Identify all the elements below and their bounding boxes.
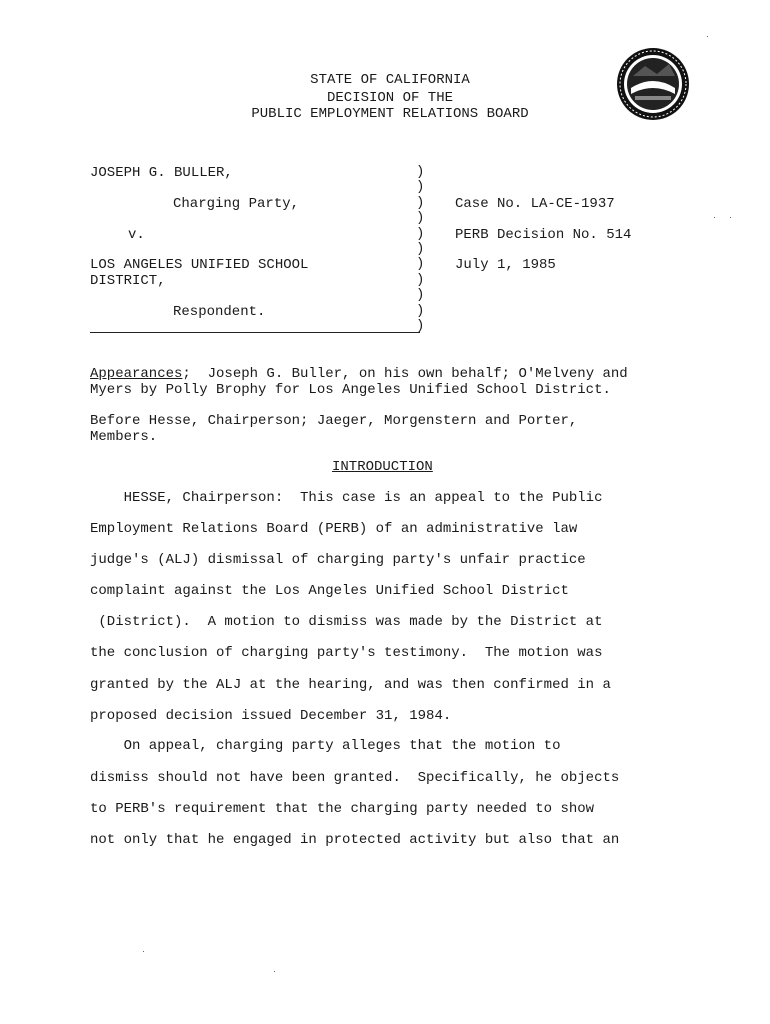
scan-speck (730, 217, 731, 218)
before-line2: Members. (90, 429, 158, 445)
appearances-line1 (90, 366, 628, 382)
body-line: complaint against the Los Angeles Unified School District (90, 583, 569, 599)
paren: ) (416, 287, 425, 303)
body-line: (District). A motion to dismiss was made by the District at (90, 614, 603, 630)
role-charging: Charging Party, (173, 196, 300, 212)
paren: ) (416, 318, 425, 334)
appearances-line2: Myers by Polly Brophy for Los Angeles Unified School District. (90, 382, 611, 398)
body-line: not only that he engaged in protected activity but also that an (90, 832, 620, 848)
header-board: PUBLIC EMPLOYMENT RELATIONS BOARD (251, 106, 529, 122)
case-number: Case No. LA-CE-1937 (455, 196, 615, 212)
body-line: Employment Relations Board (PERB) of an administrative law (90, 521, 578, 537)
paren: ) (416, 164, 425, 180)
appearances-text: ; Joseph G. Buller, on his own behalf; O'Melveny and (182, 366, 628, 382)
header-state: STATE OF CALIFORNIA (310, 72, 470, 88)
paren: ) (416, 241, 425, 257)
decision-number: PERB Decision No. 514 (455, 227, 632, 243)
state-seal (615, 46, 691, 122)
body-line: judge's (ALJ) dismissal of charging party's unfair practice (90, 552, 586, 568)
paren: ) (416, 256, 425, 272)
body-line: On appeal, charging party alleges that the motion to (90, 738, 561, 754)
paren: ) (416, 272, 425, 288)
appearances-label: Appearances (90, 366, 183, 382)
paren: ) (416, 303, 425, 319)
body-line: dismiss should not have been granted. Specifically, he objects (90, 770, 620, 786)
paren: ) (416, 210, 425, 226)
section-title: INTRODUCTION (332, 459, 433, 475)
scan-speck (714, 217, 715, 218)
scan-speck (274, 971, 275, 972)
party-respondent-line1: LOS ANGELES UNIFIED SCHOOL (90, 257, 309, 273)
decision-date: July 1, 1985 (455, 257, 556, 273)
body-line: proposed decision issued December 31, 1984. (90, 708, 452, 724)
header-decision: DECISION OF THE (326, 90, 454, 106)
caption-rule (90, 332, 420, 333)
paren: ) (416, 195, 425, 211)
body-line: to PERB's requirement that the charging party needed to show (90, 801, 595, 817)
paren: ) (416, 226, 425, 242)
party-respondent-line2: DISTRICT, (90, 273, 166, 289)
body-line: the conclusion of charging party's testimony. The motion was (90, 645, 603, 661)
paren: ) (416, 179, 425, 195)
body-line: granted by the ALJ at the hearing, and was then confirmed in a (90, 677, 611, 693)
body-line: HESSE, Chairperson: This case is an appeal to the Public (90, 490, 603, 506)
scan-speck (143, 951, 144, 952)
party-charging: JOSEPH G. BULLER, (90, 165, 233, 181)
before-line1: Before Hesse, Chairperson; Jaeger, Morgenstern and Porter, (90, 413, 578, 429)
role-respondent: Respondent. (173, 304, 266, 320)
versus: v. (128, 227, 145, 243)
scan-speck (707, 36, 708, 37)
